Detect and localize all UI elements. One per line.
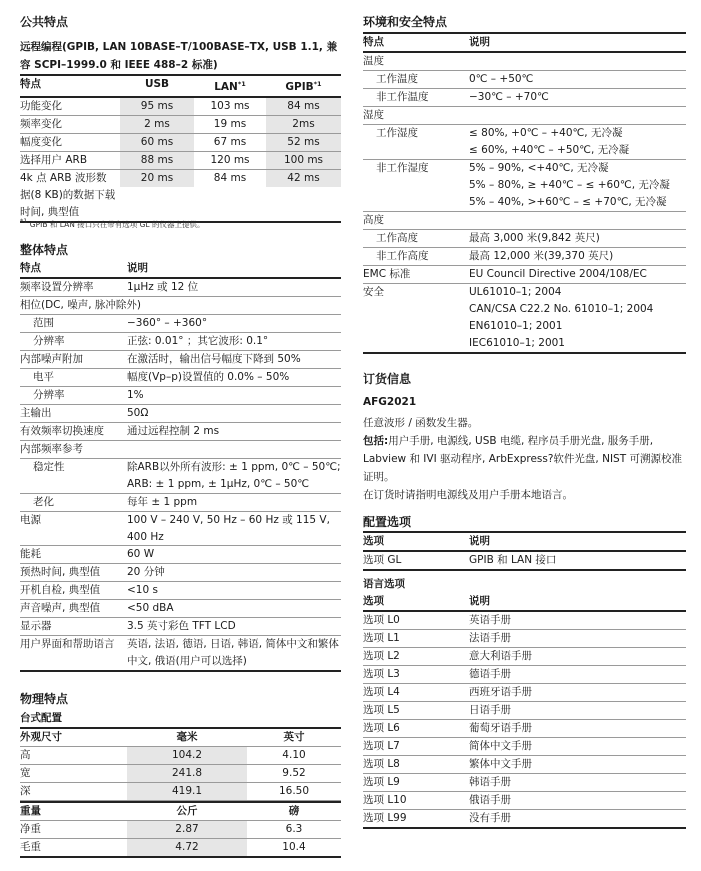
wt-header-label: 重量 — [20, 805, 41, 817]
overall-header-feature: 特点 — [20, 262, 41, 274]
lan-cell: 103 ms — [210, 100, 250, 112]
feature-cell: 老化 — [33, 496, 54, 508]
feature-cell: 内部频率参考 — [20, 443, 83, 455]
dim-header-in: 英寸 — [283, 731, 305, 743]
header-usb: USB — [144, 78, 170, 90]
dim-label: 深 — [20, 785, 31, 797]
desc-cell: EU Council Directive 2004/108/EC — [469, 268, 647, 280]
feature-cell: 稳定性 — [33, 461, 65, 473]
feature-cell: 功能变化 — [20, 100, 62, 112]
physical-subtitle: 台式配置 — [20, 712, 62, 724]
wt-kg: 2.87 — [127, 821, 247, 838]
wt-kg: 4.72 — [127, 839, 247, 856]
wt-label: 净重 — [20, 823, 41, 835]
desc-cell: 通过远程控制 2 ms — [127, 425, 220, 437]
table-row — [20, 423, 341, 441]
table-row — [363, 666, 686, 684]
lan-cell: 120 ms — [210, 154, 250, 166]
feature-cell: 声音噪声, 典型值 — [20, 602, 101, 614]
feature-cell: EMC 标准 — [363, 268, 411, 280]
desc-cell: 繁体中文手册 — [469, 758, 532, 770]
feature-cell: 电源 — [20, 514, 41, 526]
table-row — [363, 248, 686, 266]
desc-cell: 西班牙语手册 — [469, 686, 532, 698]
dimension-header — [20, 727, 341, 747]
usb-cell: 60 ms — [120, 134, 194, 151]
table-row — [363, 612, 686, 630]
desc-cell: 50Ω — [127, 407, 149, 419]
desc-cell: 没有手册 — [469, 812, 511, 824]
ordering-note: 在订货时请指明电源线及用户手册本地语言。 — [363, 489, 573, 501]
desc-cell: 韩语手册 — [469, 776, 511, 788]
feature-cell: 内部噪声附加 — [20, 353, 83, 365]
option-cell: 选项 L99 — [363, 812, 407, 824]
table-row — [20, 405, 341, 423]
feature-cell: 分辨率 — [33, 335, 65, 347]
table-row — [20, 564, 341, 582]
option-cell: 选项 L1 — [363, 632, 400, 644]
table-row — [20, 821, 341, 839]
table-row — [363, 89, 686, 107]
env-title: 环境和安全特点 — [363, 15, 448, 29]
lan-cell: 67 ms — [213, 136, 247, 148]
config-table — [363, 531, 686, 571]
feature-cell: 频率设置分辨率 — [20, 281, 94, 293]
ordering-title: 订货信息 — [363, 372, 412, 386]
desc-cell: 1µHz 或 12 位 — [127, 281, 199, 293]
table-row — [363, 774, 686, 792]
table-row — [363, 792, 686, 810]
table-row — [20, 765, 341, 783]
overall-table-header — [20, 260, 341, 279]
table-row — [20, 747, 341, 765]
option-cell: 选项 L2 — [363, 650, 400, 662]
option-cell: 选项 L9 — [363, 776, 400, 788]
gpib-cell: 52 ms — [266, 134, 341, 151]
feature-cell: 工作湿度 — [376, 127, 418, 139]
config-table-header — [363, 531, 686, 552]
desc-cell: 每年 ± 1 ppm — [127, 496, 198, 508]
usb-cell: 2 ms — [120, 116, 194, 133]
desc-cell: 最高 12,000 米(39,370 英尺) — [469, 250, 614, 262]
lang-header-option: 选项 — [363, 595, 384, 607]
desc-cell: 意大利语手册 — [469, 650, 532, 662]
table-row — [363, 212, 686, 230]
desc-cell: 5% – 90%, <+40℃, 无冷凝 5% – 80%, ≥ +40℃ – ≤ +60℃, 无冷凝 5% – 40%, >+60℃ – ≤ +70℃, 无冷凝 — [469, 162, 670, 208]
usb-cell: 88 ms — [120, 152, 194, 169]
option-cell: 选项 L7 — [363, 740, 400, 752]
feature-cell: 安全 — [363, 286, 384, 298]
feature-cell: 开机自检, 典型值 — [20, 584, 101, 596]
feature-cell: 分辨率 — [33, 389, 65, 401]
desc-cell: 日语手册 — [469, 704, 511, 716]
table-row — [20, 315, 341, 333]
desc-cell: 俄语手册 — [469, 794, 511, 806]
lan-cell: 84 ms — [213, 172, 247, 184]
feature-cell: 显示器 — [20, 620, 52, 632]
header-feature: 特点 — [20, 78, 41, 90]
general-table-header — [20, 74, 341, 98]
physical-title: 物理特点 — [20, 692, 69, 706]
desc-cell: 60 W — [127, 548, 155, 560]
dim-mm: 104.2 — [127, 747, 247, 764]
desc-cell: <50 dBA — [127, 602, 174, 614]
table-row — [20, 636, 341, 672]
feature-cell: 非工作高度 — [376, 250, 429, 262]
env-table — [363, 32, 686, 354]
general-table — [20, 74, 341, 223]
table-row — [363, 756, 686, 774]
gpib-cell: 100 ms — [266, 152, 341, 169]
table-row — [20, 618, 341, 636]
feature-cell: 湿度 — [363, 109, 384, 121]
feature-cell: 温度 — [363, 55, 384, 67]
table-row — [363, 266, 686, 284]
general-subtitle: 远程编程(GPIB, LAN 10BASE–T/100BASE–TX, USB 1.1, 兼容 SCPI–1999.0 和 IEEE 488–2 标准) — [20, 41, 338, 71]
table-row — [20, 546, 341, 564]
lang-title: 语言选项 — [363, 578, 405, 590]
lang-table — [363, 593, 686, 829]
option-cell: 选项 L0 — [363, 614, 400, 626]
desc-cell: 3.5 英寸彩色 TFT LCD — [127, 620, 236, 632]
table-row — [363, 720, 686, 738]
desc-cell: 在激活时，输出信号幅度下降到 50% — [127, 353, 301, 365]
desc-cell: 1% — [127, 389, 144, 401]
option-cell: 选项 L8 — [363, 758, 400, 770]
desc-cell: 英语, 法语, 德语, 日语, 韩语, 简体中文和繁体中文, 俄语(用户可以选择) — [127, 638, 339, 667]
table-row — [20, 333, 341, 351]
table-row — [20, 839, 341, 858]
desc-cell: −360° – +360° — [127, 317, 208, 329]
table-row — [20, 512, 341, 546]
wt-label: 毛重 — [20, 841, 41, 853]
desc-cell: GPIB 和 LAN 接口 — [469, 554, 557, 566]
option-cell: 选项 L6 — [363, 722, 400, 734]
overall-table — [20, 260, 341, 672]
feature-cell: 范围 — [33, 317, 54, 329]
table-row — [20, 297, 341, 315]
table-row — [20, 116, 341, 134]
feature-cell: 工作温度 — [376, 73, 418, 85]
table-row — [20, 98, 341, 116]
table-row — [20, 351, 341, 369]
table-row — [20, 369, 341, 387]
desc-cell: 英语手册 — [469, 614, 511, 626]
desc-cell: ≤ 80%, +0℃ – +40℃, 无冷凝 ≤ 60%, +40℃ – +50℃, 无冷凝 — [469, 127, 630, 156]
table-row — [20, 494, 341, 512]
table-row — [363, 284, 686, 354]
table-row — [363, 684, 686, 702]
option-cell: 选项 L10 — [363, 794, 407, 806]
feature-cell: 非工作湿度 — [376, 162, 429, 174]
desc-cell: 最高 3,000 米(9,842 英尺) — [469, 232, 600, 244]
desc-cell: 20 分钟 — [127, 566, 165, 578]
desc-cell: 葡萄牙语手册 — [469, 722, 532, 734]
table-row — [20, 387, 341, 405]
desc-cell: 幅度(Vp–p)设置值的 0.0% – 50% — [127, 371, 290, 383]
table-row — [363, 630, 686, 648]
feature-cell: 有效频率切换速度 — [20, 425, 104, 437]
dim-mm: 241.8 — [127, 765, 247, 782]
dim-in: 4.10 — [282, 749, 306, 761]
gpib-cell: 2ms — [266, 116, 341, 133]
dim-label: 宽 — [20, 767, 31, 779]
desc-cell: <10 s — [127, 584, 158, 596]
table-row — [20, 441, 341, 459]
wt-header-lb: 磅 — [288, 805, 300, 817]
usb-cell: 20 ms — [120, 170, 194, 187]
feature-cell: 选择用户 ARB — [20, 154, 88, 166]
desc-cell: −30℃ – +70℃ — [469, 91, 549, 103]
feature-cell: 用户界面和帮助语言 — [20, 638, 115, 650]
wt-lb: 10.4 — [282, 841, 306, 853]
gpib-cell: 42 ms — [266, 170, 341, 187]
feature-cell: 主输出 — [20, 407, 52, 419]
feature-cell: 频率变化 — [20, 118, 62, 130]
table-row — [20, 783, 341, 801]
feature-cell: 预热时间, 典型值 — [20, 566, 101, 578]
feature-cell: 相位(DC, 噪声, 脉冲除外) — [20, 299, 141, 311]
lang-table-header — [363, 593, 686, 612]
overall-title: 整体特点 — [20, 243, 69, 257]
ordering-desc: 任意波形 / 函数发生器。 — [363, 417, 479, 429]
desc-cell: 法语手册 — [469, 632, 511, 644]
dim-in: 16.50 — [278, 785, 310, 797]
physical-table — [20, 727, 341, 858]
lang-header-desc: 说明 — [469, 595, 490, 607]
desc-cell: 0℃ – +50℃ — [469, 73, 534, 85]
table-row — [20, 134, 341, 152]
feature-cell: 4k 点 ARB 波形数据(8 KB)的数据下载时间, 典型值 — [20, 172, 116, 218]
feature-cell: 工作高度 — [376, 232, 418, 244]
header-gpib: GPIB$^{*1}$ — [285, 80, 322, 93]
table-row — [20, 582, 341, 600]
table-row — [20, 279, 341, 297]
option-cell: 选项 L3 — [363, 668, 400, 680]
feature-cell: 能耗 — [20, 548, 41, 560]
option-cell: 选项 L4 — [363, 686, 400, 698]
usb-cell: 95 ms — [120, 98, 194, 115]
config-header-desc: 说明 — [469, 535, 490, 547]
ordering-model: AFG2021 — [363, 396, 417, 408]
general-title: 公共特点 — [20, 15, 69, 29]
table-row — [363, 107, 686, 125]
dim-in: 9.52 — [282, 767, 306, 779]
desc-cell: 100 V – 240 V, 50 Hz – 60 Hz 或 115 V, 400 Hz — [127, 514, 330, 543]
env-header-desc: 说明 — [469, 36, 490, 48]
desc-cell: 简体中文手册 — [469, 740, 532, 752]
gpib-cell: 84 ms — [266, 98, 341, 115]
weight-header — [20, 801, 341, 821]
config-title: 配置选项 — [363, 515, 412, 529]
feature-cell: 电平 — [33, 371, 54, 383]
dim-header-label: 外观尺寸 — [20, 731, 62, 743]
desc-cell: 正弦: 0.01° ；其它波形: 0.1° — [127, 335, 269, 347]
table-row — [363, 702, 686, 720]
ordering-includes: 包括:用户手册, 电源线, USB 电缆, 程序员手册光盘, 服务手册, Labview 和 IVI 驱动程序, ArbExpress?软件光盘, NIST 可溯源校准证明。 — [363, 435, 682, 483]
lan-cell: 19 ms — [213, 118, 247, 130]
feature-cell: 非工作温度 — [376, 91, 429, 103]
feature-cell: 幅度变化 — [20, 136, 62, 148]
feature-cell: 高度 — [363, 214, 384, 226]
table-row — [363, 53, 686, 71]
env-table-header — [363, 32, 686, 53]
dim-label: 高 — [20, 749, 31, 761]
desc-cell: 德语手册 — [469, 668, 511, 680]
wt-lb: 6.3 — [285, 823, 303, 835]
table-row — [20, 600, 341, 618]
env-header-feature: 特点 — [363, 36, 384, 48]
dim-header-mm: 毫米 — [176, 731, 198, 743]
general-footnote: $^{*1}$ GPIB 和 LAN 接口只在带有选项 GL 的仪器上提供。 — [20, 217, 205, 229]
table-row — [363, 810, 686, 829]
table-row — [363, 648, 686, 666]
table-row — [20, 459, 341, 494]
option-cell: 选项 GL — [363, 554, 402, 566]
option-cell: 选项 L5 — [363, 704, 400, 716]
table-row — [363, 125, 686, 160]
table-row — [363, 160, 686, 212]
config-header-option: 选项 — [363, 535, 384, 547]
table-row — [363, 230, 686, 248]
table-row — [363, 71, 686, 89]
wt-header-kg: 公斤 — [176, 805, 198, 817]
dim-mm: 419.1 — [127, 783, 247, 800]
header-lan: LAN$^{*1}$ — [214, 80, 246, 93]
desc-cell: UL61010–1; 2004 CAN/CSA C22.2 No. 61010–1; 2004 EN61010–1; 2001 IEC61010–1; 2001 — [469, 286, 654, 349]
table-row — [20, 152, 341, 170]
table-row — [363, 738, 686, 756]
desc-cell: 除ARB以外所有波形: ± 1 ppm, 0℃ – 50℃; ARB: ± 1 ppm, ± 1µHz, 0℃ – 50℃ — [127, 461, 341, 490]
table-row — [363, 552, 686, 571]
overall-header-desc: 说明 — [127, 262, 148, 274]
